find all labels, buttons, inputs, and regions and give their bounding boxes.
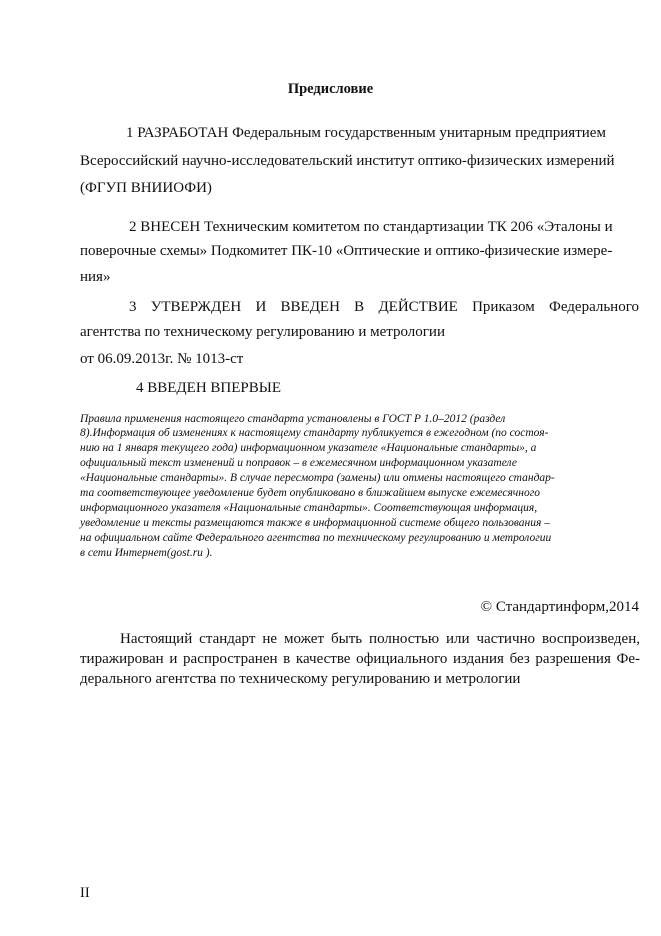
note-line: на официальном сайте Федерального агентства по техническому регулированию и метрологии [80, 532, 552, 544]
item3-line1: 3 УТВЕРЖДЕН И ВВЕДЕН В ДЕЙСТВИЕ Приказом Федерального [129, 299, 639, 315]
rights-line3: дерального агентства по техническому регулированию и метрологии [80, 671, 521, 687]
copyright: © Стандартинформ,2014 [480, 599, 639, 615]
item1-line3: (ФГУП ВНИИОФИ) [80, 180, 212, 196]
note-line: Правила применения настоящего стандарта установлены в ГОСТ Р 1.0–2012 (раздел [80, 413, 506, 425]
note-line: уведомление и тексты размещаются также в информационной системе общего пользования – [80, 517, 550, 529]
note-line: нию на 1 января текущего года) информационном указателе «Национальные стандарты», а [80, 442, 537, 454]
note-line: в сети Интернет(gost.ru ). [80, 547, 213, 559]
page-number: II [80, 885, 90, 901]
item4-line1: 4 ВВЕДЕН ВПЕРВЫЕ [136, 380, 281, 396]
rights-line2: тиражирован и распространен в качестве официального издания без разрешения Фе- [80, 651, 640, 667]
item2-line1: 2 ВНЕСЕН Техническим комитетом по стандартизации ТК 206 «Эталоны и [129, 219, 613, 235]
note-line: та соответствующее уведомление будет опубликовано в ближайшем выпуске ежемесячного [80, 487, 540, 499]
item2-line2: поверочные схемы» Подкомитет ПК-10 «Оптические и оптико-физические измере- [80, 243, 613, 259]
item1-line1: 1 РАЗРАБОТАН Федеральным государственным унитарным предприятием [126, 125, 606, 141]
note-line: официальный текст изменений и поправок – в ежемесячном информационном указателе [80, 457, 517, 469]
note-line: 8).Информация об изменениях к настоящему стандарту публикуется в ежегодном (по состоя- [80, 427, 549, 439]
rights-line1: Настоящий стандарт не может быть полностью или частично воспроизведен, [120, 631, 640, 647]
item3-line3: от 06.09.2013г. № 1013-ст [80, 351, 244, 367]
page-title: Предисловие [287, 81, 374, 97]
item2-line3: ния» [80, 269, 111, 285]
note-line: «Национальные стандарты». В случае пересмотра (замены) или отмены настоящего стандар- [80, 472, 555, 484]
item1-line2: Всероссийский научно-исследовательский институт оптико-физических измерений [80, 153, 615, 169]
item3-line2: агентства по техническому регулированию и метрологии [80, 324, 445, 340]
note-line: информационного указателя «Национальные стандарты». Соответствующая информация, [80, 502, 538, 514]
